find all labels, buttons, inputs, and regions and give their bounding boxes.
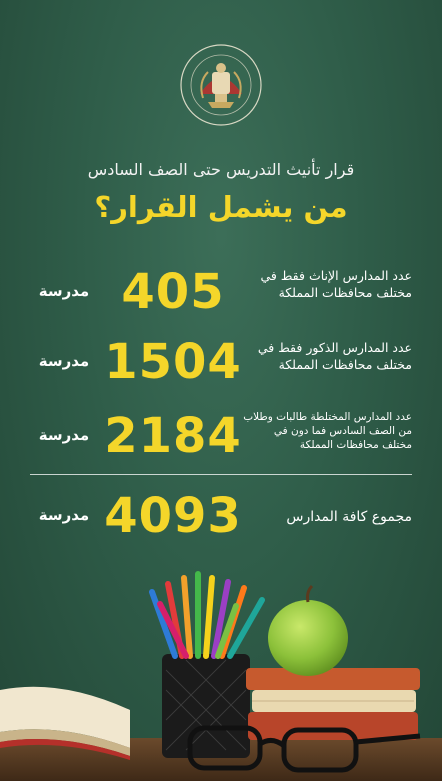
total-number: 4093 [104, 488, 242, 544]
stat-row-boys [0, 334, 442, 394]
stat-description: عدد المدارس الذكور فقط في مختلف محافظات المملكة [257, 340, 412, 372]
unit-label: مدرسة [38, 426, 90, 444]
stat-row-girls [0, 262, 442, 322]
stat-row-mixed [0, 406, 442, 466]
unit-label: مدرسة [38, 282, 90, 300]
decision-subtitle: قرار تأنيث التدريس حتى الصف السادس [87, 160, 355, 179]
stat-number: 1504 [104, 334, 242, 390]
stat-description: عدد المدارس المختلطة طالبات وطلاب من الصف السادس فما دون في مختلف محافظات المملكة [243, 411, 412, 452]
total-label: مجموع كافة المدارس [286, 509, 412, 525]
apple-icon [268, 586, 348, 676]
stat-number: 2184 [104, 408, 242, 464]
ministry-emblem-icon [178, 42, 264, 128]
stat-description: عدد المدارس الإناث فقط في مختلف محافظات المملكة [260, 268, 412, 300]
divider-line [30, 474, 412, 475]
stat-row-total [0, 488, 442, 548]
stat-number: 405 [121, 264, 225, 320]
unit-label: مدرسة [38, 506, 90, 524]
unit-label: مدرسة [38, 352, 90, 370]
decision-question-title: من يشمل القرار؟ [94, 190, 348, 224]
classroom-desk-illustration [0, 560, 442, 781]
